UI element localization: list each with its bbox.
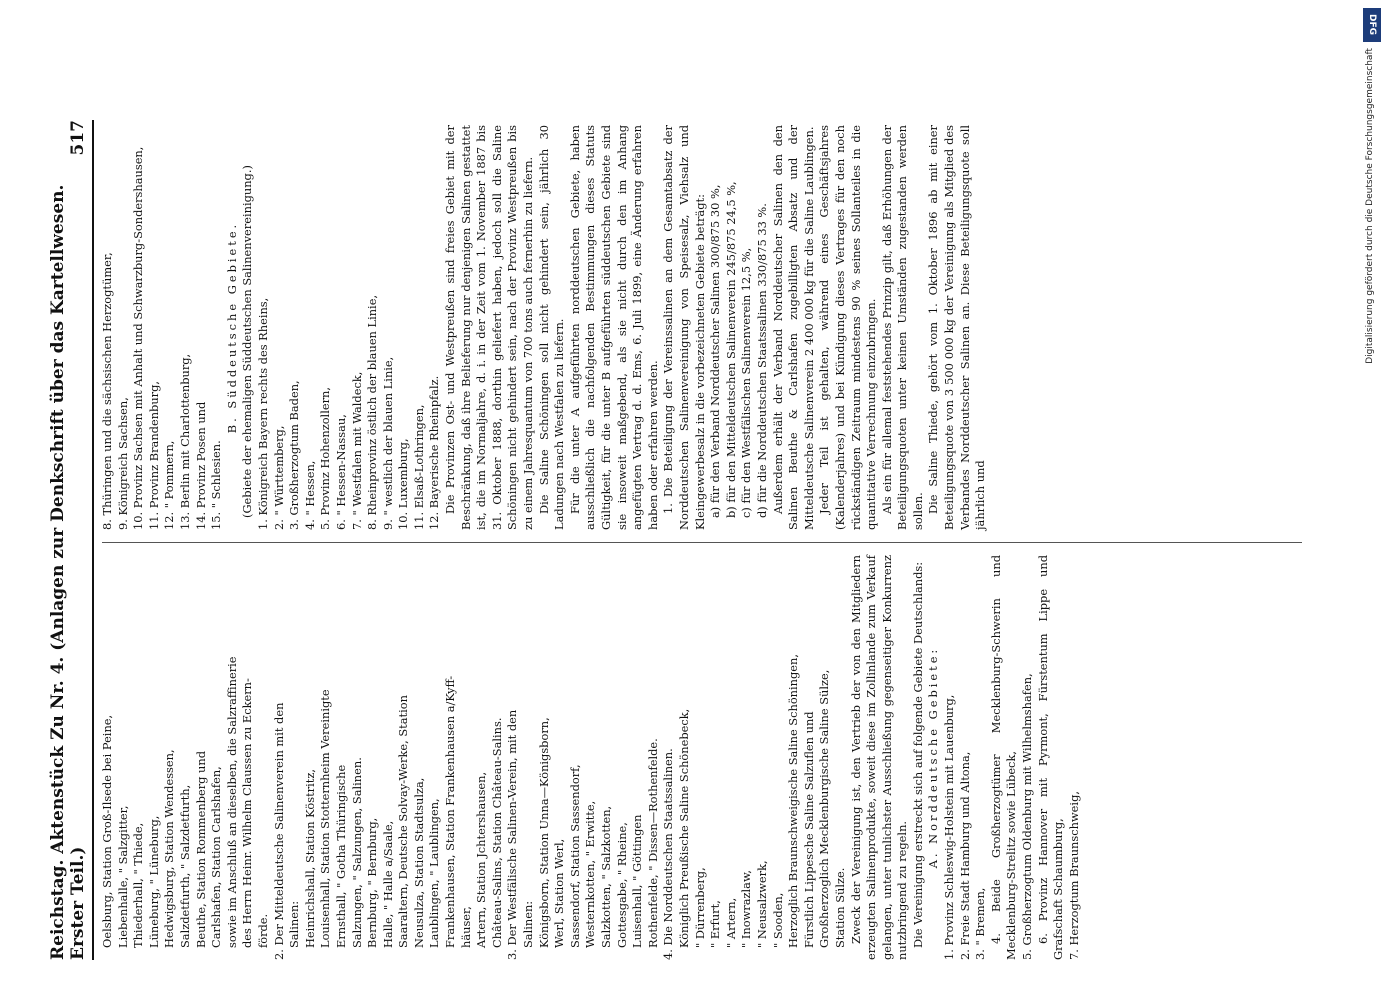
text-line: Luisenhall, " Göttingen <box>630 814 645 948</box>
text-line: Frankenhausen, Station Frankenhausen a/Kyff- <box>443 675 458 948</box>
text-line: 9. " westlich der blauen Linie, <box>380 356 395 530</box>
page-number: 517 <box>68 120 88 156</box>
text-line: Die Saline Thiede, gehört vom 1. Oktober 1896 ab mit einer Beteiligungsquote von 3 500 000 kg der Vereinigung als Mitglied des Verbandes Norddeutscher Salinen an. Diese Beteiligungsquote soll jährlich und <box>926 125 988 530</box>
dfg-stamp <box>1363 8 1381 648</box>
text-line: Herzoglich Braunschweigische Saline Schöningen, <box>786 654 801 948</box>
text-line: Artern, Station Jchtershausen, <box>474 771 489 948</box>
text-line: 1. Königreich Bayern rechts des Rheins, <box>255 297 270 530</box>
text-line: 3. Großherzogtum Baden, <box>287 380 302 530</box>
text-line: Saaraltern, Deutsche Solvay-Werke, Station <box>396 695 411 948</box>
text-line: 15. " Schlesien. <box>209 440 224 530</box>
text-line: 11. Provinz Brandenburg, <box>146 380 161 530</box>
text-line: 3. " Bremen, <box>973 887 988 960</box>
text-line: Königsborn, Station Unna—Königsborn, <box>536 717 551 948</box>
text-line: 4. " Hessen, <box>302 460 317 530</box>
text-line: 3. Der Westfälische Salinen-Verein, mit den <box>505 709 520 960</box>
text-line: Großherzoglich Mecklenburgische Saline Sülze, <box>817 669 832 948</box>
text-line: 7. " Westfalen mit Waldeck, <box>349 371 364 530</box>
text-line: 2. " Württemberg, <box>271 425 286 530</box>
text-line: 6. " Hessen-Nassau, <box>333 414 348 530</box>
text-line: (Gebiete der ehemaligen Süddeutschen Salinenvereinigung.) <box>240 165 255 518</box>
funding-note: Digitalisierung gefördert durch die Deutsche Forschungsgemeinschaft <box>1365 48 1375 364</box>
text-line: Louisenhall, Station Stotternheim Vereinigte <box>318 689 333 948</box>
text-line: Bernburg, " Bernburg, <box>365 817 380 948</box>
running-title: Reichstag. Aktenstück Zu Nr. 4. (Anlagen zur Denkschrift über das Kartellwesen. Erster Teil.) <box>48 184 88 960</box>
text-line: Neusulza, Station Stadtsulza, <box>411 777 426 948</box>
text-line: förde. <box>255 913 270 948</box>
text-line: Werl, Station Werl, <box>552 838 567 948</box>
text-line: Außerdem erhält der Verband Norddeutscher Salinen den den Salinen Beuthe & Carlshafen zugebilligten Absatz und der Mitteldeutsche Salinenverein 2 400 000 kg für die Saline Laublingen. <box>770 125 816 530</box>
text-line: b) für den Mitteldeutschen Salinenverein 245/875 24,5 %, <box>723 181 738 518</box>
column-divider <box>102 542 1302 543</box>
text-line: 12. " Pommern, <box>162 440 177 530</box>
text-line: 6. Provinz Hannover mit Pyrmont, Fürstentum Lippe und Grafschaft Schaumburg, <box>1035 555 1066 960</box>
text-line: Sassendorf, Station Sassendorf, <box>567 764 582 948</box>
text-line: Westernkotten, " Erwitte, <box>583 800 598 948</box>
text-line: Château-Salins, Station Château-Salins. <box>489 717 504 948</box>
text-line: Salinen: <box>287 900 302 948</box>
text-line: Thiederhall, " Thiede, <box>131 822 146 948</box>
text-line: Gottesgabe, " Rheine, <box>614 822 629 948</box>
text-line: 10. Luxemburg, <box>396 438 411 530</box>
text-line: sowie im Anschluß an dieselben, die Salzraffinerie <box>224 656 239 948</box>
text-line: Jeder Teil ist gehalten, während eines Geschäftsjahres (Kalenderjahres) und bei Kündigung dieses Vertrages für den noch rückständigen Zeitraum mindestens 90 % seines Sollanteiles in die quantitative Verrechnung einzubringen. <box>817 125 879 530</box>
text-line: Oelsburg, Station Groß-Ilsede bei Peine, <box>100 714 114 948</box>
text-line: 13. Berlin mit Charlottenburg, <box>177 353 192 530</box>
page-header <box>40 120 94 960</box>
text-line: häuser, <box>458 906 473 948</box>
text-line: Salzkotten, " Salzkotten, <box>599 805 613 948</box>
text-line: 5. Großherzogtum Oldenburg mit Wilhelmshafen, <box>1020 673 1035 960</box>
text-line: Salzungen, " Salzungen, Salinen. <box>349 757 364 948</box>
text-line: 4. Die Norddeutschen Staatssalinen. <box>661 748 676 960</box>
document-page <box>40 120 1320 960</box>
text-line: 8. Thüringen und die sächsischen Herzogtümer, <box>100 252 114 530</box>
text-line: 8. Rheinprovinz östlich der blauen Linie, <box>365 294 380 530</box>
text-line: 14. Provinz Posen und <box>193 401 208 530</box>
text-line: Die Saline Schöningen soll nicht gehindert sein, jährlich 30 Ladungen nach Westfalen zu liefern. <box>536 125 567 530</box>
text-line: 2. Der Mitteldeutsche Salinenverein mit den <box>271 702 286 960</box>
left-column <box>100 555 1082 960</box>
text-line: Als ein für allemal feststehendes Prinzip gilt, daß Erhöhungen der Beteiligungsquoten unter keinen Umständen zugestanden werden sollen. <box>879 125 925 530</box>
dfg-logo: DFG <box>1363 8 1381 42</box>
text-line: 5. Provinz Hohenzollern, <box>318 387 333 530</box>
text-line: 1. Die Beteiligung der Vereinssalinen an dem Gesamtabsatz der Norddeutschen Salinenvereinigung von Speisesalz, Viehsalz und Kleingewerbesalz in die vorbezeichneten Gebiete beträgt: <box>661 125 707 530</box>
text-line: " Dürrenberg, <box>692 867 707 948</box>
text-line: Liebenhalle, " Salzgitter, <box>115 805 130 948</box>
text-line: " Inowrazlaw, <box>739 870 754 948</box>
text-line: 10. Provinz Sachsen mit Anhalt und Schwarzburg-Sondershausen, <box>131 146 146 530</box>
text-line: a) für den Verband Norddeutscher Salinen 300/875 30 %, <box>708 184 723 518</box>
text-line: 1. Provinz Schleswig-Holstein mit Lauenburg, <box>942 694 957 960</box>
text-line: Königlich Preußische Saline Schönebeck, <box>676 708 691 948</box>
right-column <box>100 125 989 530</box>
text-line: 11. Elsaß-Lothringen, <box>411 404 426 530</box>
text-line: Ernsthall, " Gotha Thüringische <box>333 764 348 948</box>
text-line: 4. Beide Großherzogtümer Mecklenburg-Schwerin und Mecklenburg-Strelitz sowie Lübeck, <box>988 555 1019 960</box>
text-line: Für die unter A aufgeführten norddeutschen Gebiete, haben ausschließlich die nachfolgenden Bestimmungen dieses Statuts Gültigkeit, für die unter B aufgeführten süddeutschen Gebiete sind sie insoweit maßgebend, als sie nicht durch den im Anhang angefügten Vertrag d. d. Ems, 6. Juli 1899, eine Änderung erfahren haben oder erfahren werden. <box>567 125 660 530</box>
text-line: " Erfurt, <box>708 900 723 948</box>
text-line: Station Sülze. <box>832 867 847 948</box>
text-line: c) für den Westfälischen Salinenverein 12,5 %, <box>739 247 754 518</box>
text-line: B. Süddeutsche Gebiete. <box>224 221 239 434</box>
text-line: Salinen: <box>521 900 536 948</box>
text-line: Beuthe, Station Rommenberg und <box>193 750 208 948</box>
text-line: des Herrn Heinr. Wilhelm Claussen zu Eckern- <box>240 678 255 948</box>
text-line: Laublingen, " Laublingen, <box>427 798 442 948</box>
text-line: " Neusalzwerk, <box>754 860 769 948</box>
text-line: " Sooden, <box>770 892 785 948</box>
text-line: Die Provinzen Ost- und Westpreußen sind freies Gebiet mit der Beschränkung, daß ihre Belieferung nur denjenigen Salinen gestattet ist, die im Normaljahre, d. i. in der Zeit vom 1. November 1887 bis 31. Oktober 1888, dorthin geliefert haben, jedoch soll die Saline Schöningen nicht gehindert sein, nach der Provinz Westpreußen bis zu einem Jahresquantum von 700 tons auch fernerhin zu liefern. <box>443 125 536 530</box>
text-line: 2. Freie Stadt Hamburg und Altona, <box>957 751 972 960</box>
text-line: Salzdetfurth, " Salzdetfurth, <box>177 784 192 948</box>
text-line: 7. Herzogtum Braunschweig, <box>1066 791 1081 960</box>
text-line: 9. Königreich Sachsen, <box>115 397 130 530</box>
text-line: d) für die Norddeutschen Staatssalinen 330/875 33 %. <box>754 203 769 518</box>
text-line: Heinrichshall, Station Köstritz, <box>302 769 317 948</box>
text-line: Die Vereinigung erstreckt sich auf folgende Gebiete Deutschlands: <box>910 561 925 948</box>
text-line: Halle, " Halle a/Saale, <box>380 820 395 948</box>
text-line: 12. Bayerische Rheinpfalz. <box>427 375 442 530</box>
text-line: Rothenfelde, " Dissen—Rothenfelde. <box>645 738 660 948</box>
text-line: A. Norddeutsche Gebiete: <box>926 646 941 869</box>
text-line: Zweck der Vereinigung ist, den Vertrieb der von den Mitgliedern erzeugten Salinenprodukte, soweit diese im Zollinlande zum Verkauf gelangen, unter tunlichster Ausschließung gegenseitiger Konkurrenz nutzbringend zu regeln. <box>848 555 910 960</box>
text-line: " Artern, <box>723 897 738 948</box>
text-line: Fürstlich Lippesche Saline Salzuflen und <box>801 711 816 948</box>
text-line: Hedwigsburg, Station Wendessen, <box>162 749 177 948</box>
text-line: Lüneburg, " Lüneburg, <box>146 815 161 948</box>
text-line: Carlshafen, Station Carlshafen, <box>209 766 224 948</box>
